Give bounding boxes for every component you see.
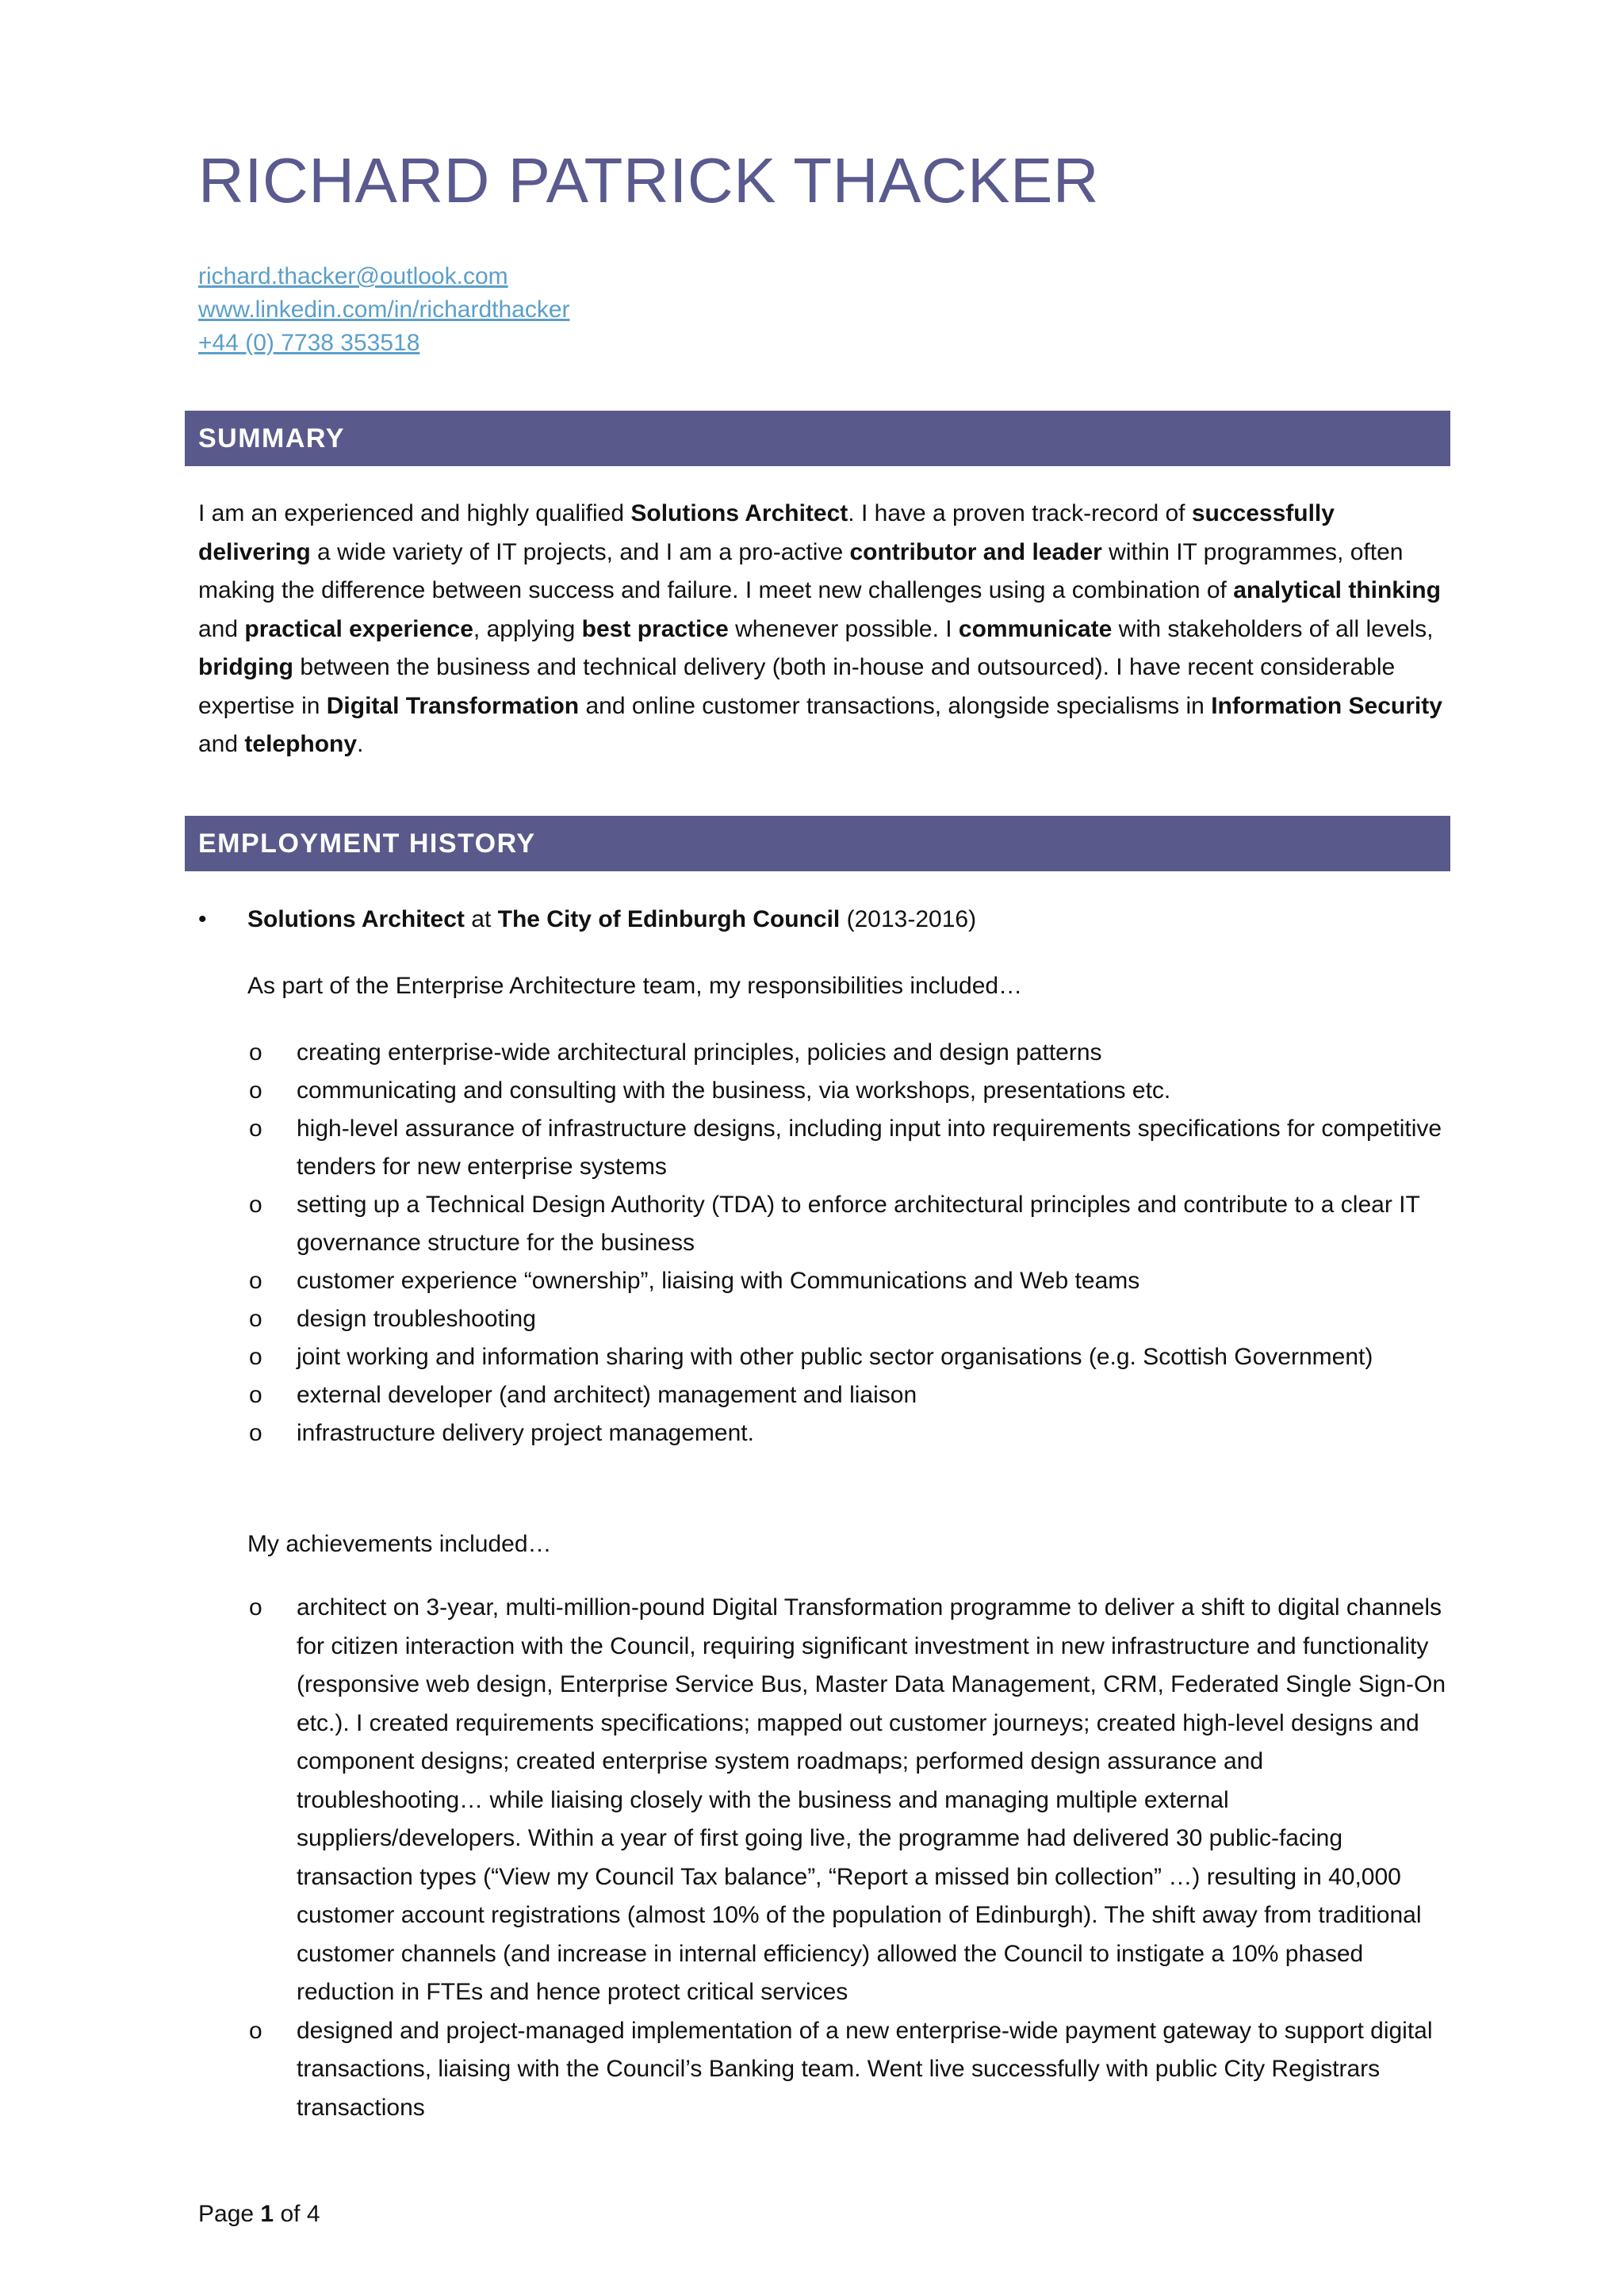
sub-bullet-icon: o [249, 1420, 262, 1446]
sub-bullet-icon: o [249, 2017, 262, 2044]
sub-bullet-icon: o [249, 1192, 262, 1218]
responsibility-item [198, 1110, 1451, 1186]
phone-link[interactable]: +44 (0) 7738 353518 [198, 330, 420, 356]
job-employer: The City of Edinburgh Council [497, 906, 841, 932]
page-label: Page [198, 2201, 255, 2227]
achievement-item [198, 1589, 1451, 2012]
achievement-item [198, 2012, 1451, 2128]
responsibility-item-text: setting up a Technical Design Authority (TDA) to enforce architectural principles and contribute to a clear IT governance structure for the business [297, 1192, 1420, 1256]
sub-bullet-icon: o [249, 1382, 262, 1408]
responsibility-item-text: external developer (and architect) management and liaison [297, 1382, 917, 1408]
summary-text: . [357, 731, 364, 757]
summary-text: and [198, 731, 245, 757]
sub-bullet-icon: o [249, 1594, 262, 1621]
email-link[interactable]: richard.thacker@outlook.com [198, 263, 508, 289]
responsibility-item [198, 1034, 1451, 1072]
job-dates: (2013-2016) [846, 906, 977, 932]
summary-emphasis: Digital Transformation [326, 692, 580, 719]
summary-text: between the business and technical delivery (both in-house and outsourced). I have recent considerable expertise in [198, 654, 1396, 719]
summary-text: and [198, 615, 245, 642]
sub-bullet-icon: o [249, 1268, 262, 1294]
summary-text: and online customer transactions, alongside specialisms in [579, 692, 1212, 719]
responsibility-item [198, 1072, 1451, 1110]
sub-bullet-icon: o [249, 1344, 262, 1370]
responsibility-item [198, 1376, 1451, 1414]
summary-text: with stakeholders of all levels, [1112, 615, 1434, 642]
responsibilities-intro: As part of the Enterprise Architecture team, my responsibilities included… [247, 973, 1023, 999]
achievements-list [198, 1589, 1451, 2127]
summary-emphasis: best practice [581, 615, 729, 642]
summary-emphasis: communicate [958, 615, 1113, 642]
summary-emphasis: Information Security [1211, 692, 1442, 719]
page-footer [198, 2201, 320, 2228]
summary-text: a wide variety of IT projects, and I am a pro-active [310, 538, 850, 565]
summary-text: . I have a proven track-record of [848, 500, 1192, 526]
contact-block [198, 260, 570, 360]
responsibility-item [198, 1262, 1451, 1300]
responsibility-item-text: creating enterprise-wide architectural principles, policies and design patterns [297, 1039, 1102, 1066]
responsibility-item-text: communicating and consulting with the business, via workshops, presentations etc. [297, 1077, 1171, 1104]
responsibility-item [198, 1414, 1451, 1452]
sub-bullet-icon: o [249, 1115, 262, 1142]
summary-emphasis: Solutions Architect [630, 500, 848, 526]
page-total: 4 [306, 2201, 320, 2227]
summary-text: , applying [473, 615, 582, 642]
summary-emphasis: successfully delivering [198, 500, 1335, 565]
summary-emphasis: contributor and leader [849, 538, 1102, 565]
sub-bullet-icon: o [249, 1306, 262, 1332]
page-number: 1 [260, 2201, 274, 2227]
responsibility-item [198, 1300, 1451, 1338]
responsibilities-list [198, 1034, 1451, 1452]
sub-bullet-icon: o [249, 1077, 262, 1104]
linkedin-link[interactable]: www.linkedin.com/in/richardthacker [198, 297, 570, 323]
summary-emphasis: practical experience [244, 615, 473, 642]
summary-emphasis: telephony [244, 731, 358, 757]
summary-emphasis: bridging [198, 654, 293, 680]
achievements-intro: My achievements included… [247, 1531, 552, 1557]
responsibility-item-text: joint working and information sharing with other public sector organisations (e.g. Scottish Government) [297, 1344, 1373, 1370]
job-title-line [198, 904, 1451, 936]
summary-paragraph [198, 495, 1451, 764]
achievement-item-text: designed and project-managed implementation of a new enterprise-wide payment gateway to support digital transactions, liaising with the Council’s Banking team. Went live successfully with public City Registrars transactions [297, 2017, 1433, 2121]
responsibility-item-text: design troubleshooting [297, 1306, 536, 1332]
achievement-item-text: architect on 3-year, multi-million-pound Digital Transformation programme to deliver a shift to digital channels for citizen interaction with the Council, requiring significant investment in new infrastructure and functionality (responsive web design, Enterprise Service Bus, Master Data Management, CRM, Federated Single Sign-On etc.). I created requirements specifications; mapped out customer journeys; created high-level designs and component designs; created enterprise system roadmaps; performed design assurance and troubleshooting… while liaising closely with the business and managing multiple external suppliers/developers. Within a year of first going live, the programme had delivered 30 public-facing transaction types (“View my Council Tax balance”, “Report a missed bin collection” …) resulting in 40,000 customer account registrations (almost 10% of the population of Edinburgh). The shift away from traditional customer channels (and increase in internal efficiency) allowed the Council to instigate a 10% phased reduction in FTEs and hence protect critical services [297, 1594, 1446, 2005]
page-of-label: of [280, 2201, 301, 2227]
responsibility-item-text: high-level assurance of infrastructure designs, including input into requirements specifications for competitive tenders for new enterprise systems [297, 1115, 1442, 1180]
job-connector: at [471, 906, 492, 932]
summary-text: whenever possible. I [728, 615, 959, 642]
responsibility-item [198, 1186, 1451, 1262]
responsibility-item-text: infrastructure delivery project management. [297, 1420, 754, 1446]
bullet-icon: • [198, 906, 207, 932]
candidate-name: RICHARD PATRICK THACKER [198, 145, 1100, 216]
summary-text: within IT programmes, often making the difference between success and failure. I meet new challenges using a combination of [198, 538, 1404, 603]
responsibility-item [198, 1338, 1451, 1376]
summary-text: I am an experienced and highly qualified [198, 500, 631, 526]
employment-heading: EMPLOYMENT HISTORY [185, 816, 1450, 871]
responsibility-item-text: customer experience “ownership”, liaising with Communications and Web teams [297, 1268, 1140, 1294]
job-role: Solutions Architect [247, 906, 465, 932]
summary-heading: SUMMARY [185, 411, 1450, 466]
sub-bullet-icon: o [249, 1039, 262, 1066]
summary-emphasis: analytical thinking [1233, 577, 1441, 603]
